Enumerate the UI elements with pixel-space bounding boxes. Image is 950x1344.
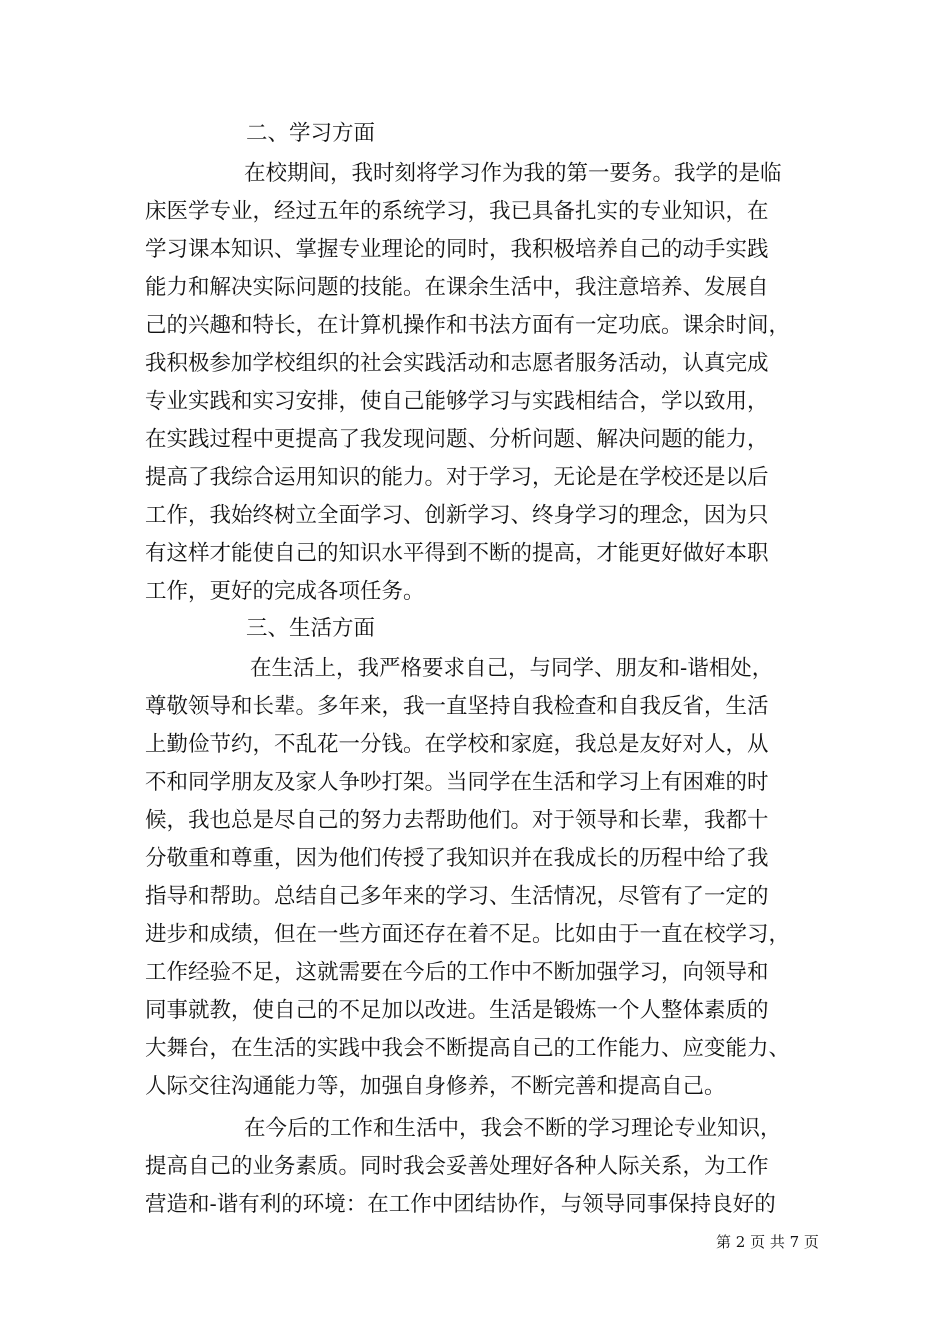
paragraph-line: 学习课本知识、掌握专业理论的同时，我积极培养自己的动手实践 — [145, 237, 769, 262]
paragraph-line: 不和同学朋友及家人争吵打架。当同学在生活和学习上有困难的时 — [145, 770, 769, 795]
paragraph-line: 营造和-谐有利的环境：在工作中团结协作，与领导同事保持良好的 — [145, 1192, 776, 1217]
paragraph-line: 专业实践和实习安排，使自己能够学习与实践相结合，学以致用， — [145, 389, 769, 414]
paragraph-line: 在今后的工作和生活中，我会不断的学习理论专业知识， — [244, 1116, 782, 1141]
paragraph-line: 工作，我始终树立全面学习、创新学习、终身学习的理念，因为只 — [145, 503, 769, 528]
paragraph-line: 在生活上，我严格要求自己，与同学、朋友和-谐相处， — [250, 656, 774, 681]
paragraph-line: 分敬重和尊重，因为他们传授了我知识并在我成长的历程中给了我 — [145, 846, 769, 871]
page-footer: 第 2 页 共 7 页 — [716, 1233, 819, 1251]
paragraph-line: 能力和解决实际问题的技能。在课余生活中，我注意培养、发展自 — [145, 275, 769, 300]
paragraph-line: 指导和帮助。总结自己多年来的学习、生活情况，尽管有了一定的 — [145, 884, 769, 909]
paragraph-line: 工作经验不足，这就需要在今后的工作中不断加强学习，向领导和 — [145, 960, 769, 985]
paragraph-line: 工作，更好的完成各项任务。 — [145, 579, 425, 604]
section-heading-study: 二、学习方面 — [246, 121, 376, 146]
paragraph-line: 人际交往沟通能力等，加强自身修养，不断完善和提高自己。 — [145, 1074, 726, 1099]
paragraph-line: 在实践过程中更提高了我发现问题、分析问题、解决问题的能力， — [145, 427, 769, 452]
paragraph-line: 大舞台，在生活的实践中我会不断提高自己的工作能力、应变能力、 — [145, 1036, 791, 1061]
paragraph-line: 进步和成绩，但在一些方面还存在着不足。比如由于一直在校学习， — [145, 922, 791, 947]
section-heading-life: 三、生活方面 — [246, 616, 376, 641]
paragraph-line: 有这样才能使自己的知识水平得到不断的提高，才能更好做好本职 — [145, 541, 769, 566]
paragraph-line: 上勤俭节约，不乱花一分钱。在学校和家庭，我总是友好对人，从 — [145, 732, 769, 757]
paragraph-line: 我积极参加学校组织的社会实践活动和志愿者服务活动，认真完成 — [145, 351, 769, 376]
paragraph-line: 提高自己的业务素质。同时我会妥善处理好各种人际关系，为工作 — [145, 1154, 769, 1179]
paragraph-line: 提高了我综合运用知识的能力。对于学习，无论是在学校还是以后 — [145, 465, 769, 490]
paragraph-line: 床医学专业，经过五年的系统学习，我已具备扎实的专业知识，在 — [145, 199, 769, 224]
paragraph-line: 同事就教，使自己的不足加以改进。生活是锻炼一个人整体素质的 — [145, 998, 769, 1023]
paragraph-line: 候，我也总是尽自己的努力去帮助他们。对于领导和长辈，我都十 — [145, 808, 769, 833]
paragraph-line: 尊敬领导和长辈。多年来，我一直坚持自我检查和自我反省，生活 — [145, 694, 769, 719]
paragraph-line: 己的兴趣和特长，在计算机操作和书法方面有一定功底。课余时间， — [145, 313, 791, 338]
paragraph-line: 在校期间，我时刻将学习作为我的第一要务。我学的是临 — [244, 161, 782, 186]
